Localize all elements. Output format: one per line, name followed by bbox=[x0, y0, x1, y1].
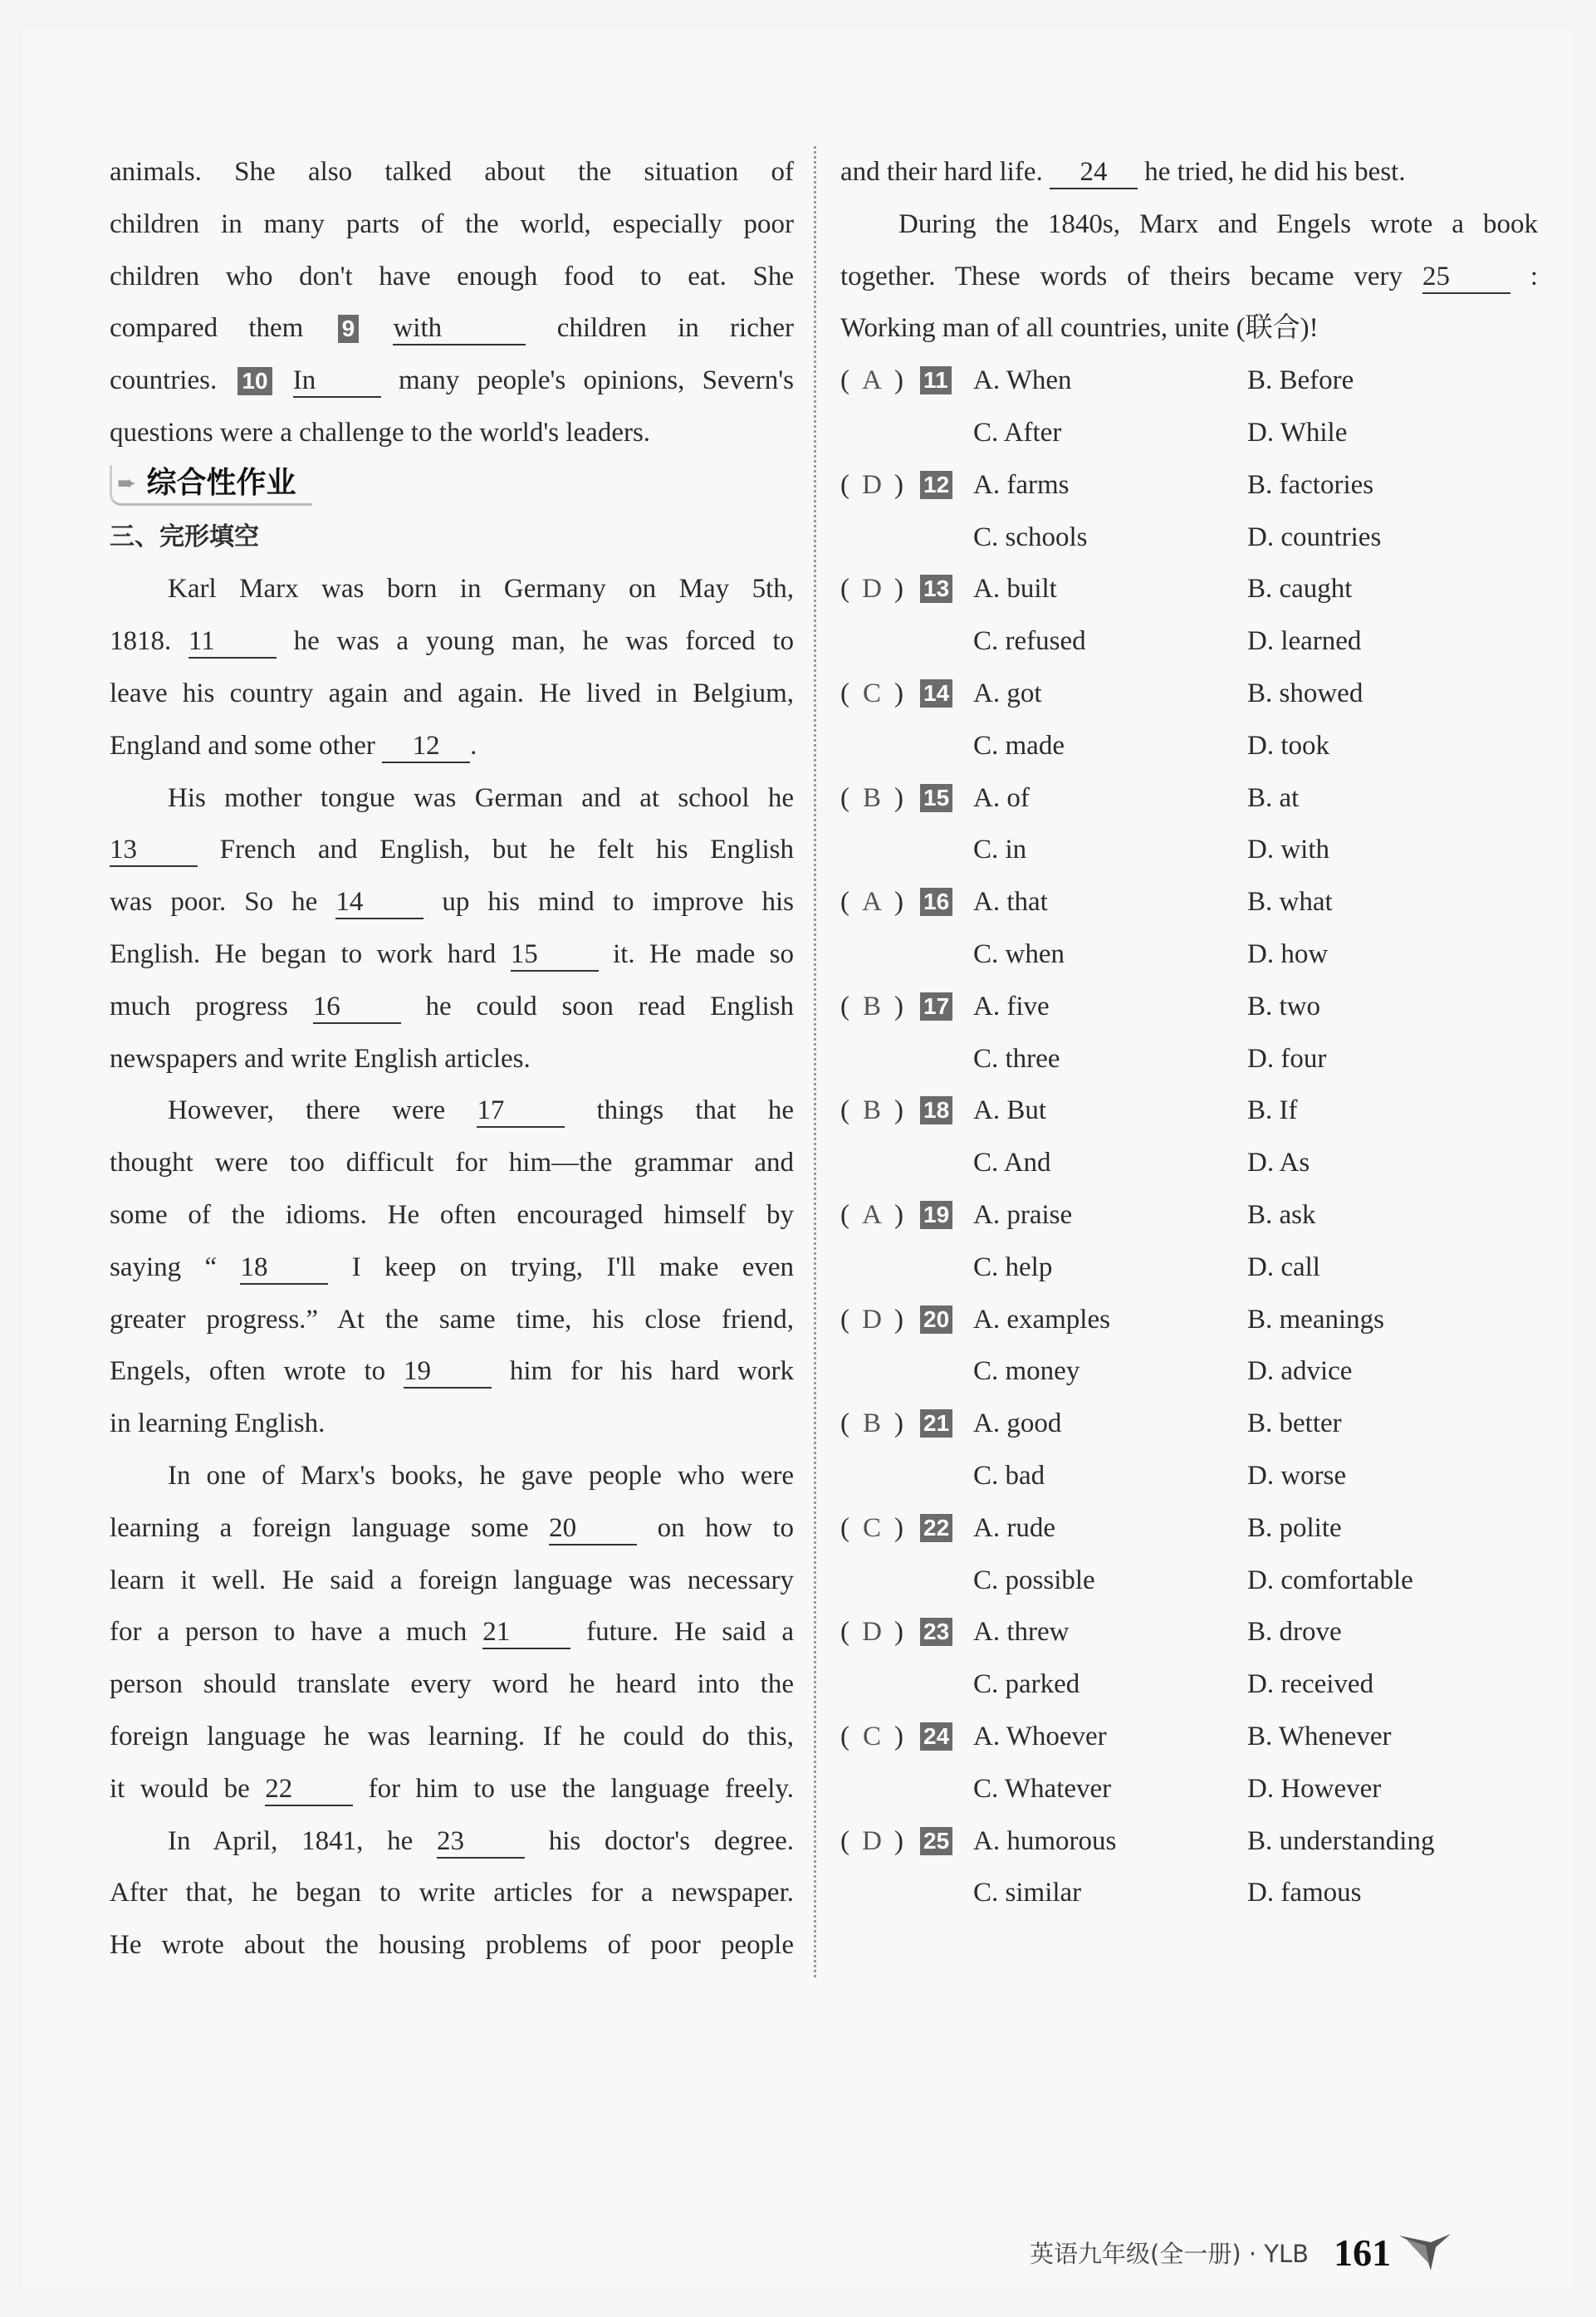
text-line: thought were too difficult for him—the grammar and bbox=[110, 1148, 794, 1178]
text-line bbox=[110, 615, 794, 668]
answer-bracket: ( B ) bbox=[840, 981, 903, 1033]
answer-bracket: ( D ) bbox=[840, 563, 903, 615]
option-c: C. After bbox=[973, 417, 1062, 448]
blank-17: 17 bbox=[477, 1097, 565, 1128]
book-title: 英语九年级(全一册) · YLB bbox=[1030, 2239, 1310, 2268]
question-23-row bbox=[840, 1606, 1538, 1658]
answer-bracket: ( A ) bbox=[840, 355, 903, 407]
text: on how to bbox=[657, 1512, 795, 1543]
text-line bbox=[840, 146, 1538, 198]
option-d: D. As bbox=[1247, 1148, 1310, 1178]
text-line: some of the idioms. He often encouraged himself by bbox=[110, 1199, 794, 1230]
text: his doctor's degree. bbox=[548, 1825, 794, 1856]
option-d: D. four bbox=[1247, 1043, 1327, 1074]
answer-letter: C bbox=[862, 678, 881, 708]
question-20-row bbox=[840, 1294, 1538, 1346]
option-c: C. similar bbox=[973, 1878, 1082, 1908]
answer-letter: D bbox=[862, 1825, 882, 1856]
question-number-badge: 13 bbox=[920, 575, 952, 603]
text-line bbox=[840, 251, 1538, 303]
option-c: C. schools bbox=[973, 522, 1088, 552]
text: he was a young man, he was forced to bbox=[293, 626, 795, 657]
option-a: A. examples bbox=[973, 1304, 1110, 1335]
question-22-row2 bbox=[840, 1555, 1538, 1607]
option-d: D. took bbox=[1247, 730, 1329, 761]
answer-bracket: ( D ) bbox=[840, 1815, 903, 1868]
option-d: D. how bbox=[1247, 938, 1329, 969]
text: Engels, often wrote to bbox=[110, 1356, 386, 1387]
blank-13: 13 bbox=[110, 836, 198, 867]
text: In April, 1841, he bbox=[168, 1825, 414, 1856]
option-a: A. that bbox=[973, 887, 1048, 918]
question-13-row bbox=[840, 563, 1538, 615]
bird-logo-icon bbox=[1398, 2231, 1452, 2274]
question-22-row bbox=[840, 1502, 1538, 1555]
question-11-row2 bbox=[840, 407, 1538, 459]
question-13-row2 bbox=[840, 615, 1538, 668]
question-number-badge: 20 bbox=[920, 1305, 952, 1334]
option-c: C. possible bbox=[973, 1565, 1095, 1595]
option-d: D. However bbox=[1247, 1773, 1382, 1804]
text: was poor. So he bbox=[110, 887, 318, 918]
text-line: person should translate every word he heard into the bbox=[110, 1669, 794, 1700]
text-line bbox=[110, 928, 794, 981]
text-line: He wrote about the housing problems of poor people bbox=[110, 1930, 794, 1961]
option-d: D. worse bbox=[1247, 1460, 1347, 1491]
text: children in richer bbox=[556, 313, 794, 344]
text-line: Working man of all countries, unite (联合)! bbox=[840, 313, 1319, 344]
blank-16: 16 bbox=[313, 993, 401, 1024]
answer-bracket: ( D ) bbox=[840, 1606, 903, 1658]
text: compared them bbox=[110, 313, 304, 344]
option-b: B. showed bbox=[1247, 678, 1363, 708]
question-16-row bbox=[840, 876, 1538, 928]
question-21-row bbox=[840, 1398, 1538, 1450]
option-d: D. with bbox=[1247, 835, 1329, 865]
page-footer bbox=[1030, 2219, 1452, 2285]
question-20-row2 bbox=[840, 1345, 1538, 1398]
option-a: A. good bbox=[973, 1408, 1062, 1439]
text-line: in learning English. bbox=[110, 1408, 326, 1439]
option-b: B. polite bbox=[1247, 1512, 1342, 1543]
question-number-badge: 22 bbox=[920, 1514, 952, 1542]
text: much progress bbox=[110, 991, 288, 1021]
text-line: questions were a challenge to the world's leaders. bbox=[110, 417, 651, 448]
option-b: B. what bbox=[1247, 887, 1333, 918]
question-19-row2 bbox=[840, 1242, 1538, 1294]
text: together. These words of theirs became very bbox=[840, 261, 1403, 291]
text-line bbox=[110, 720, 794, 772]
question-17-row bbox=[840, 981, 1538, 1033]
right-column bbox=[840, 146, 1538, 1919]
text-line: leave his country again and again. He lived in Belgium, bbox=[110, 678, 794, 708]
question-14-row2 bbox=[840, 720, 1538, 772]
question-17-row2 bbox=[840, 1033, 1538, 1085]
text-line: foreign language he was learning. If he could do this, bbox=[110, 1721, 794, 1751]
answer-bracket: ( C ) bbox=[840, 668, 903, 720]
option-d: D. learned bbox=[1247, 626, 1362, 657]
question-list bbox=[840, 355, 1538, 1919]
text: . bbox=[470, 730, 477, 761]
text-line bbox=[110, 824, 794, 876]
option-c: C. in bbox=[973, 835, 1027, 865]
section-heading-bar bbox=[110, 465, 312, 506]
question-25-row2 bbox=[840, 1867, 1538, 1919]
text: he tried, he did his best. bbox=[1144, 157, 1406, 187]
text: and their hard life. bbox=[840, 157, 1043, 187]
text-line bbox=[110, 1606, 794, 1658]
text-line: learn it well. He said a foreign language was necessary bbox=[110, 1565, 794, 1595]
answer-letter: A bbox=[862, 365, 882, 396]
text-line: newspapers and write English articles. bbox=[110, 1043, 531, 1074]
text: saying “ bbox=[110, 1252, 218, 1282]
answer-letter: B bbox=[862, 991, 881, 1021]
answer-blank: with bbox=[393, 315, 526, 345]
question-19-row bbox=[840, 1189, 1538, 1242]
question-21-row2 bbox=[840, 1450, 1538, 1502]
text: English. He began to work hard bbox=[110, 938, 497, 969]
answer-letter: D bbox=[862, 469, 882, 500]
text: it. He made so bbox=[613, 938, 795, 969]
option-a: A. Whoever bbox=[973, 1721, 1107, 1751]
option-a: A. humorous bbox=[973, 1825, 1117, 1856]
option-a: A. got bbox=[973, 678, 1042, 708]
option-a: A. of bbox=[973, 782, 1030, 813]
text: him for his hard work bbox=[509, 1356, 794, 1387]
option-a: A. built bbox=[973, 574, 1057, 605]
answer-bracket: ( C ) bbox=[840, 1711, 903, 1763]
answer-bracket: ( B ) bbox=[840, 1085, 903, 1137]
blank-15: 15 bbox=[511, 941, 599, 972]
text-line: After that, he began to write articles for a newspaper. bbox=[110, 1878, 794, 1908]
text: up his mind to improve his bbox=[442, 887, 795, 918]
question-number-badge: 9 bbox=[338, 315, 360, 343]
text: future. He said a bbox=[586, 1617, 795, 1648]
column-divider bbox=[814, 146, 816, 1977]
text: England and some other bbox=[110, 730, 375, 761]
arrow-icon: ➨ bbox=[117, 469, 137, 497]
answer-bracket: ( B ) bbox=[840, 1398, 903, 1450]
question-number-badge: 19 bbox=[920, 1201, 952, 1229]
text: 1818. bbox=[110, 626, 172, 657]
option-a: A. five bbox=[973, 991, 1050, 1021]
option-b: B. drove bbox=[1247, 1617, 1342, 1648]
text-line bbox=[110, 981, 794, 1033]
text: it would be bbox=[110, 1773, 250, 1804]
option-c: C. refused bbox=[973, 626, 1086, 657]
blank-23: 23 bbox=[437, 1828, 525, 1859]
question-number-badge: 23 bbox=[920, 1618, 952, 1646]
answer-blank: In bbox=[293, 367, 381, 398]
section-title: 综合性作业 bbox=[146, 466, 296, 501]
question-15-row2 bbox=[840, 824, 1538, 876]
question-number-badge: 17 bbox=[920, 992, 952, 1021]
option-c: C. bad bbox=[973, 1460, 1045, 1491]
option-c: C. help bbox=[973, 1252, 1053, 1282]
option-a: A. praise bbox=[973, 1199, 1073, 1230]
text: countries. bbox=[110, 365, 218, 396]
answer-bracket: ( A ) bbox=[840, 876, 903, 928]
text: learning a foreign language some bbox=[110, 1512, 529, 1543]
answer-letter: B bbox=[862, 1408, 881, 1439]
blank-24: 24 bbox=[1050, 159, 1138, 189]
text-line bbox=[110, 1502, 794, 1555]
text-line bbox=[110, 876, 794, 928]
question-12-row bbox=[840, 459, 1538, 512]
text-line: During the 1840s, Marx and Engels wrote a book bbox=[898, 208, 1538, 239]
answer-letter: A bbox=[862, 887, 882, 918]
option-b: B. meanings bbox=[1247, 1304, 1384, 1335]
text-line: In one of Marx's books, he gave people who were bbox=[168, 1460, 794, 1491]
option-b: B. at bbox=[1247, 782, 1300, 813]
question-number-badge: 12 bbox=[920, 471, 952, 499]
blank-25: 25 bbox=[1422, 263, 1510, 294]
question-15-row bbox=[840, 772, 1538, 825]
question-number-badge: 21 bbox=[920, 1409, 952, 1438]
text: for him to use the language freely. bbox=[368, 1773, 794, 1804]
option-d: D. While bbox=[1247, 417, 1348, 448]
option-b: B. If bbox=[1247, 1095, 1298, 1126]
question-number-badge: 18 bbox=[920, 1096, 952, 1124]
text-line bbox=[110, 355, 794, 407]
question-number-badge: 10 bbox=[237, 367, 272, 395]
option-b: B. factories bbox=[1247, 469, 1374, 500]
question-11-row bbox=[840, 355, 1538, 407]
option-b: B. Before bbox=[1247, 365, 1354, 396]
text-line: greater progress.” At the same time, his close friend, bbox=[110, 1304, 794, 1335]
blank-18: 18 bbox=[240, 1254, 328, 1285]
option-c: C. Whatever bbox=[973, 1773, 1112, 1804]
option-b: B. Whenever bbox=[1247, 1721, 1392, 1751]
option-d: D. countries bbox=[1247, 522, 1382, 552]
option-d: D. famous bbox=[1247, 1878, 1362, 1908]
option-c: C. when bbox=[973, 938, 1065, 969]
answer-bracket: ( D ) bbox=[840, 459, 903, 512]
option-c: C. parked bbox=[973, 1669, 1080, 1700]
text: things that he bbox=[596, 1095, 794, 1126]
answer-bracket: ( D ) bbox=[840, 1294, 903, 1346]
page-number: 161 bbox=[1334, 2231, 1392, 2274]
question-number-badge: 15 bbox=[920, 784, 952, 812]
blank-14: 14 bbox=[335, 889, 423, 919]
answer-letter: D bbox=[862, 574, 882, 605]
text-line: His mother tongue was German and at school he bbox=[168, 782, 794, 813]
blank-21: 21 bbox=[482, 1619, 570, 1649]
question-16-row2 bbox=[840, 928, 1538, 981]
question-25-row bbox=[840, 1815, 1538, 1868]
text-line: Karl Marx was born in Germany on May 5th, bbox=[168, 574, 794, 605]
text: French and English, but he felt his English bbox=[219, 835, 794, 865]
option-c: C. money bbox=[973, 1356, 1080, 1387]
option-b: B. ask bbox=[1247, 1199, 1316, 1230]
answer-bracket: ( C ) bbox=[840, 1502, 903, 1555]
option-b: B. understanding bbox=[1247, 1825, 1435, 1856]
option-b: B. caught bbox=[1247, 574, 1353, 605]
question-24-row2 bbox=[840, 1763, 1538, 1815]
text-line: animals. She also talked about the situation of bbox=[110, 157, 794, 187]
blank-12: 12 bbox=[382, 732, 470, 763]
answer-letter: D bbox=[862, 1304, 882, 1335]
option-c: C. made bbox=[973, 730, 1065, 761]
blank-22: 22 bbox=[265, 1776, 353, 1806]
answer-letter: C bbox=[862, 1721, 881, 1751]
text-line bbox=[110, 302, 794, 355]
blank-20: 20 bbox=[549, 1515, 637, 1545]
question-12-row2 bbox=[840, 512, 1538, 564]
option-b: B. two bbox=[1247, 991, 1321, 1021]
page bbox=[23, 30, 1573, 2287]
text-line bbox=[110, 1085, 794, 1137]
text-line bbox=[110, 1345, 794, 1398]
question-number-badge: 11 bbox=[920, 366, 952, 394]
blank-19: 19 bbox=[404, 1358, 492, 1389]
option-d: D. comfortable bbox=[1247, 1565, 1413, 1595]
option-d: D. call bbox=[1247, 1252, 1320, 1282]
question-18-row2 bbox=[840, 1137, 1538, 1189]
option-a: A. farms bbox=[973, 469, 1070, 500]
text-line bbox=[110, 1242, 794, 1294]
text-line bbox=[110, 1815, 794, 1868]
question-number-badge: 24 bbox=[920, 1722, 952, 1751]
text-line bbox=[110, 1763, 794, 1815]
text: : bbox=[1530, 261, 1539, 291]
question-23-row2 bbox=[840, 1658, 1538, 1711]
question-number-badge: 14 bbox=[920, 679, 952, 708]
text: However, there were bbox=[168, 1095, 446, 1126]
question-14-row bbox=[840, 668, 1538, 720]
option-a: A. rude bbox=[973, 1512, 1055, 1543]
text: I keep on trying, I'll make even bbox=[351, 1252, 795, 1282]
text-line: children who don't have enough food to eat. She bbox=[110, 261, 794, 291]
answer-bracket: ( B ) bbox=[840, 772, 903, 825]
option-b: B. better bbox=[1247, 1408, 1342, 1439]
section-heading bbox=[110, 459, 794, 512]
blank-11: 11 bbox=[188, 628, 277, 659]
answer-letter: D bbox=[862, 1617, 882, 1648]
text: many people's opinions, Severn's bbox=[398, 365, 795, 396]
answer-letter: A bbox=[862, 1199, 882, 1230]
option-d: D. received bbox=[1247, 1669, 1374, 1700]
subsection-title: 三、完形填空 bbox=[110, 522, 259, 551]
option-c: C. three bbox=[973, 1043, 1060, 1074]
answer-letter: B bbox=[862, 782, 881, 813]
option-c: C. And bbox=[973, 1148, 1051, 1178]
answer-letter: B bbox=[862, 1095, 881, 1126]
option-a: A. threw bbox=[973, 1617, 1070, 1648]
text: he could soon read English bbox=[425, 991, 794, 1021]
left-column bbox=[110, 146, 794, 1972]
question-24-row bbox=[840, 1711, 1538, 1763]
text: for a person to have a much bbox=[110, 1617, 468, 1648]
option-d: D. advice bbox=[1247, 1356, 1353, 1387]
question-number-badge: 25 bbox=[920, 1827, 952, 1855]
answer-letter: C bbox=[862, 1512, 881, 1543]
question-18-row bbox=[840, 1085, 1538, 1137]
option-a: A. But bbox=[973, 1095, 1047, 1126]
question-number-badge: 16 bbox=[920, 888, 952, 916]
text-line: children in many parts of the world, especially poor bbox=[110, 208, 794, 239]
answer-bracket: ( A ) bbox=[840, 1189, 903, 1242]
option-a: A. When bbox=[973, 365, 1072, 396]
